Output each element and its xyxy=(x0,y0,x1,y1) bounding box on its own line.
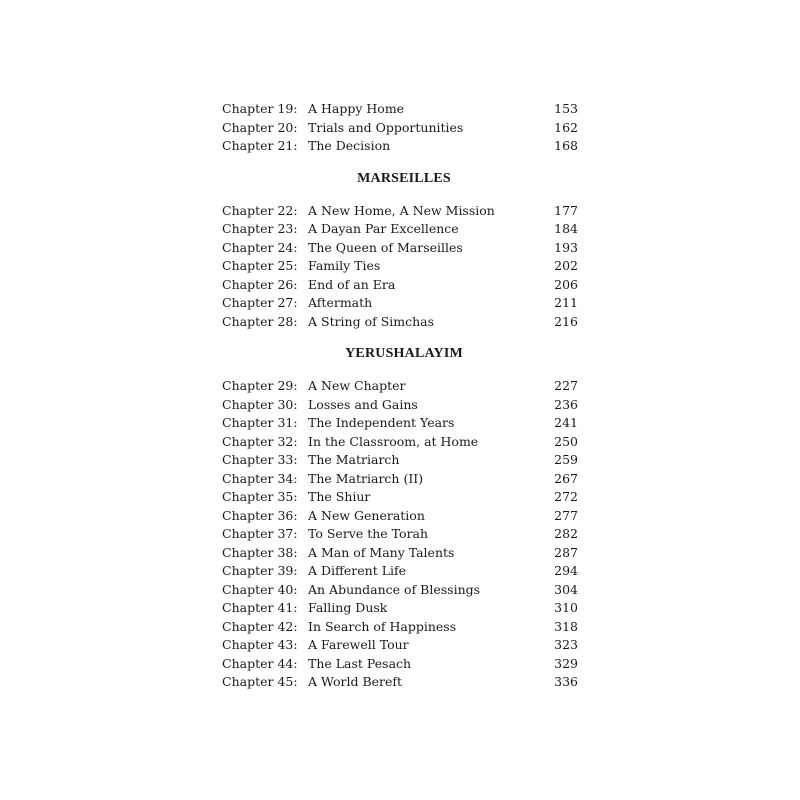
toc-rows xyxy=(222,100,578,156)
chapter-title: Family Ties xyxy=(308,258,381,273)
chapter-number: Chapter 41: xyxy=(222,600,298,615)
chapter-title: A Happy Home xyxy=(308,101,405,116)
chapter-number: Chapter 39: xyxy=(222,563,298,578)
chapter-number: Chapter 26: xyxy=(222,276,298,292)
toc-entry xyxy=(222,544,578,563)
page-number: 162 xyxy=(554,119,578,135)
toc-entry xyxy=(222,507,578,526)
toc-section-yerushalayim xyxy=(222,345,578,692)
chapter-number: Chapter 36: xyxy=(222,507,298,523)
page-number: 267 xyxy=(554,470,578,486)
chapter-title: A Farewell Tour xyxy=(308,637,409,652)
page-number: 277 xyxy=(554,507,578,523)
toc-entry xyxy=(222,581,578,600)
page-number: 318 xyxy=(554,618,578,634)
page-number: 259 xyxy=(554,452,578,467)
page-number: 184 xyxy=(554,221,578,236)
chapter-title: Trials and Opportunities xyxy=(308,119,464,135)
page-number: 227 xyxy=(554,378,578,393)
chapter-number: Chapter 34: xyxy=(222,470,298,486)
chapter-number: Chapter 40: xyxy=(222,581,298,597)
chapter-number: Chapter 20: xyxy=(222,119,298,135)
chapter-number: Chapter 37: xyxy=(222,526,298,541)
page-number: 153 xyxy=(554,101,578,116)
chapter-title: The Matriarch (II) xyxy=(308,470,424,486)
toc-entry xyxy=(222,488,578,507)
page-number: 211 xyxy=(554,295,578,310)
toc-entry xyxy=(222,673,578,692)
toc-entry xyxy=(222,220,578,239)
toc-entry xyxy=(222,525,578,544)
page-number: 287 xyxy=(554,544,578,560)
page-number: 294 xyxy=(554,563,578,578)
page-number: 168 xyxy=(554,138,578,153)
section-heading: MARSEILLES xyxy=(357,170,451,186)
chapter-number: Chapter 33: xyxy=(222,452,298,467)
page-number: 236 xyxy=(554,396,578,412)
chapter-title: A New Home, A New Mission xyxy=(308,202,495,218)
toc-entry xyxy=(222,377,578,396)
chapter-title: The Decision xyxy=(308,138,391,153)
page-number: 310 xyxy=(554,600,578,615)
toc-rows xyxy=(222,377,578,692)
page-number: 202 xyxy=(554,258,578,273)
page-number: 250 xyxy=(554,433,578,449)
chapter-title: In Search of Happiness xyxy=(308,618,457,634)
toc-entry xyxy=(222,294,578,313)
chapter-number: Chapter 25: xyxy=(222,258,298,273)
toc-entry xyxy=(222,313,578,332)
chapter-number: Chapter 19: xyxy=(222,101,298,116)
page-number: 241 xyxy=(554,415,578,430)
toc-entry xyxy=(222,119,578,138)
chapter-title: A Dayan Par Excellence xyxy=(308,221,459,236)
chapter-number: Chapter 24: xyxy=(222,239,298,255)
page-number: 304 xyxy=(554,581,578,597)
chapter-title: To Serve the Torah xyxy=(308,526,429,541)
toc-entry xyxy=(222,100,578,119)
chapter-title: A New Generation xyxy=(308,507,425,523)
page-number: 272 xyxy=(554,489,578,504)
toc-entry xyxy=(222,396,578,415)
toc-entry xyxy=(222,257,578,276)
toc-entry xyxy=(222,137,578,156)
chapter-number: Chapter 44: xyxy=(222,655,298,671)
page-number: 206 xyxy=(554,276,578,292)
chapter-number: Chapter 28: xyxy=(222,313,298,329)
chapter-number: Chapter 29: xyxy=(222,378,298,393)
chapter-number: Chapter 38: xyxy=(222,544,298,560)
page-number: 336 xyxy=(554,674,578,689)
chapter-title: A String of Simchas xyxy=(308,313,435,329)
table-of-contents xyxy=(222,100,578,692)
toc-entry xyxy=(222,433,578,452)
page-number: 177 xyxy=(554,202,578,218)
page-number: 329 xyxy=(554,655,578,671)
chapter-title: In the Classroom, at Home xyxy=(308,433,479,449)
chapter-title: A New Chapter xyxy=(308,378,406,393)
chapter-title: Losses and Gains xyxy=(308,396,418,412)
chapter-number: Chapter 42: xyxy=(222,618,298,634)
page-number: 216 xyxy=(554,313,578,329)
toc-entry xyxy=(222,414,578,433)
toc-entry xyxy=(222,655,578,674)
chapter-number: Chapter 35: xyxy=(222,489,298,504)
toc-entry xyxy=(222,202,578,221)
toc-section-marseilles xyxy=(222,170,578,332)
chapter-number: Chapter 43: xyxy=(222,637,298,652)
page-number: 323 xyxy=(554,637,578,652)
chapter-number: Chapter 21: xyxy=(222,138,298,153)
chapter-number: Chapter 32: xyxy=(222,433,298,449)
page-number: 193 xyxy=(554,239,578,255)
toc-entry xyxy=(222,562,578,581)
chapter-title: Aftermath xyxy=(308,295,373,310)
toc-entry xyxy=(222,636,578,655)
chapter-number: Chapter 27: xyxy=(222,295,298,310)
toc-entry xyxy=(222,618,578,637)
chapter-title: A Different Life xyxy=(308,563,407,578)
chapter-title: The Queen of Marseilles xyxy=(308,239,463,255)
chapter-title: Falling Dusk xyxy=(308,600,388,615)
toc-entry xyxy=(222,276,578,295)
chapter-number: Chapter 23: xyxy=(222,221,298,236)
toc-entry xyxy=(222,470,578,489)
chapter-title: The Independent Years xyxy=(308,415,455,430)
chapter-number: Chapter 22: xyxy=(222,202,298,218)
toc-entry xyxy=(222,599,578,618)
chapter-number: Chapter 31: xyxy=(222,415,298,430)
section-heading: YERUSHALAYIM xyxy=(345,346,463,361)
chapter-number: Chapter 30: xyxy=(222,396,298,412)
chapter-title: A Man of Many Talents xyxy=(308,544,455,560)
chapter-title: The Matriarch xyxy=(308,452,400,467)
chapter-title: End of an Era xyxy=(308,276,396,292)
chapter-number: Chapter 45: xyxy=(222,674,298,689)
toc-entry xyxy=(222,239,578,258)
toc-rows xyxy=(222,202,578,332)
chapter-title: The Last Pesach xyxy=(308,655,412,671)
toc-entry xyxy=(222,451,578,470)
toc-section-1 xyxy=(222,100,578,156)
chapter-title: A World Bereft xyxy=(308,674,403,689)
page-number: 282 xyxy=(554,526,578,541)
chapter-title: An Abundance of Blessings xyxy=(308,581,481,597)
chapter-title: The Shiur xyxy=(308,489,371,504)
